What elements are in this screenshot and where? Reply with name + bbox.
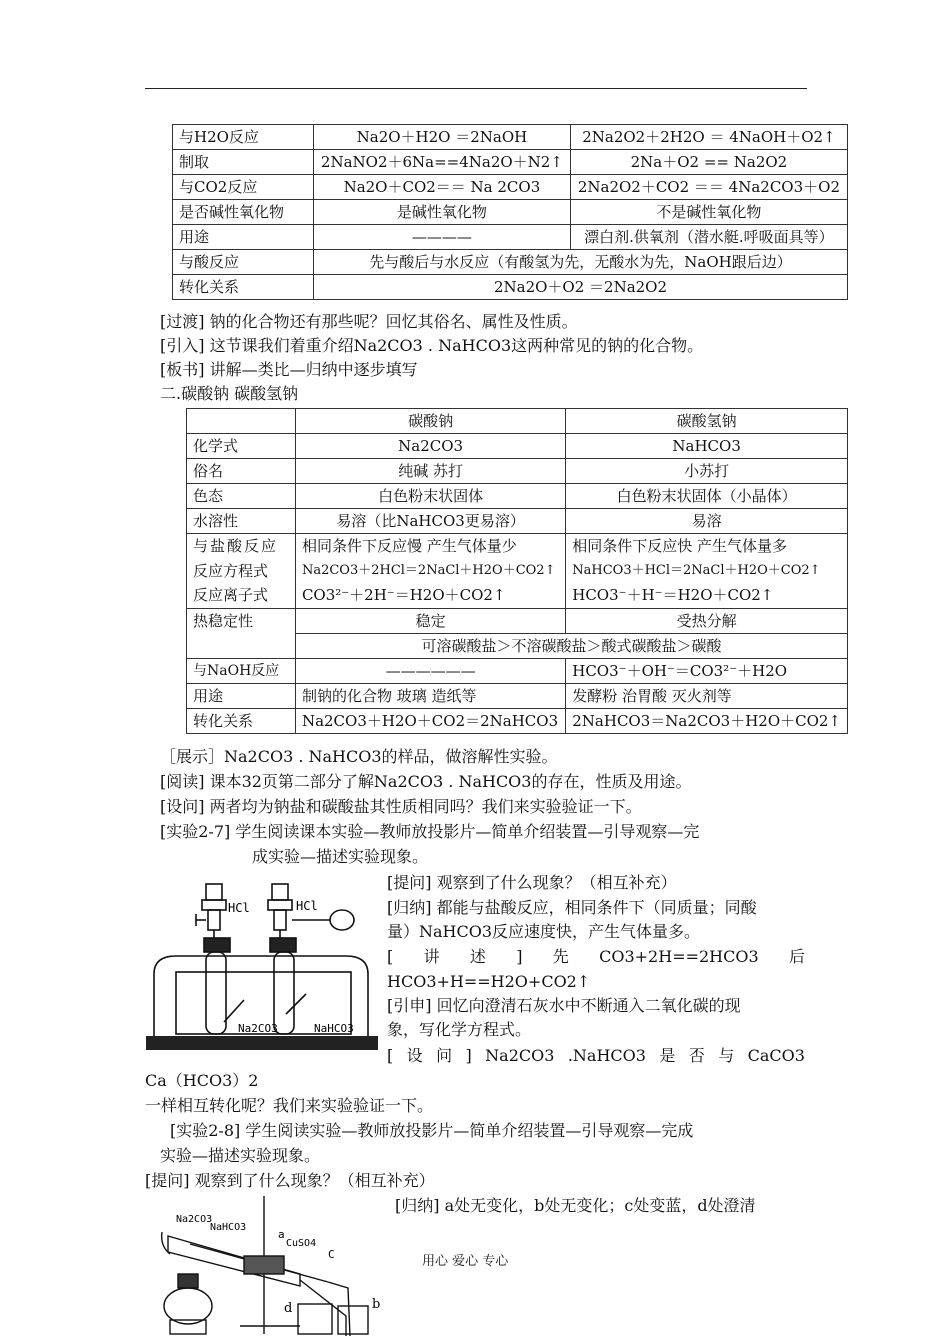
label-a: a	[278, 1228, 285, 1241]
text-show: ［展示］Na2CO3 . NaHCO3的样品，做溶解性实验。	[160, 747, 558, 766]
table-row	[187, 509, 848, 534]
text-exp28-cont: 实验—描述实验现象。	[160, 1146, 321, 1165]
row-label: 色态	[187, 484, 296, 509]
figure-heating-apparatus	[150, 1196, 390, 1336]
text-ask2	[387, 1045, 805, 1067]
table-row	[187, 409, 848, 434]
text-read: [阅读] 课本32页第二部分了解Na2CO3 . NaHCO3的存在，性质及用途。	[160, 772, 692, 791]
text-exp27: [实验2-7] 学生阅读课本实验—教师放投影片—简单介绍装置—引导观察—完	[160, 822, 700, 841]
word: CO3+2H==2HCO3	[599, 947, 759, 966]
label-na2co3: Na2CO3	[238, 1022, 278, 1035]
word: CaCO3	[747, 1046, 805, 1065]
word: 问	[436, 1046, 453, 1065]
cell-line: CO3²⁻＋2H⁻＝H2O＋CO2↑	[301, 586, 506, 604]
cell-convert: 2Na2O＋O2 ＝2Na2O2	[314, 275, 848, 300]
cell-line: HCO3⁻＋H⁻＝H2O＋CO2↑	[572, 586, 774, 604]
cell-line: 相同条件下反应快 产生气体量多	[572, 537, 788, 555]
row-label: 用途	[187, 683, 296, 708]
row-label: 俗名	[187, 459, 296, 484]
label-line: 反应离子式	[193, 586, 269, 604]
cell-na2o2: 漂白剂.供氧剂（潜水艇.呼吸面具等）	[570, 225, 847, 250]
cell-nahco3: 2NaHCO3＝Na2CO3＋H2O＋CO2↑	[566, 708, 848, 733]
table-row	[187, 434, 848, 459]
word: [	[387, 1046, 394, 1065]
word: 后	[788, 947, 805, 966]
cell-na2co3: 易溶（比NaHCO3更易溶）	[295, 509, 565, 534]
table-row	[173, 175, 848, 200]
text-sum1: [归纳] 都能与盐酸反应，相同条件下（同质量；同酸	[387, 898, 757, 917]
text-lecture-cont: HCO3+H==H2O+CO2↑	[387, 972, 591, 991]
row-label: 与酸反应	[173, 250, 314, 275]
word: 述	[469, 947, 486, 966]
cell-na2o: Na2O＋H2O ＝2NaOH	[314, 125, 571, 150]
word: Na2CO3	[485, 1046, 555, 1065]
table-row	[173, 275, 848, 300]
word: ]	[465, 1046, 472, 1065]
row-label: 化学式	[187, 434, 296, 459]
label-cuso4: CuSO4	[286, 1238, 317, 1249]
word: .NaHCO3	[567, 1046, 646, 1065]
word: ]	[516, 947, 523, 966]
cell-line: 相同条件下反应慢 产生气体量少	[301, 537, 517, 555]
cell-nahco3: 白色粉末状固体（小晶体）	[566, 484, 848, 509]
text-board: [板书] 讲解—类比—归纳中逐步填写	[160, 360, 418, 379]
cell-nahco3: 小苏打	[566, 459, 848, 484]
label-na2co3: Na2CO3	[176, 1214, 213, 1225]
table-row	[187, 683, 848, 708]
cell-na2o: Na2O＋CO2＝＝ Na 2CO3	[314, 175, 571, 200]
base-plate	[146, 1036, 378, 1050]
cell-na2co3: Na2CO3	[295, 434, 565, 459]
text-extend: [引申] 回忆向澄清石灰水中不断通入二氧化碳的现	[387, 996, 741, 1015]
label-line: 与盐酸反应	[193, 537, 279, 555]
header-rule	[145, 88, 807, 89]
row-label: 与NaOH反应	[187, 658, 296, 683]
header-nahco3: 碳酸氢钠	[566, 409, 848, 434]
text-q2: [提问] 观察到了什么现象？（相互补充）	[145, 1171, 435, 1190]
section-title: 二.碳酸钠 碳酸氢钠	[160, 384, 299, 403]
word: 否	[688, 1046, 705, 1065]
row-label: 转化关系	[173, 275, 314, 300]
table-row	[173, 250, 848, 275]
cell-na2co3: 制钠的化合物 玻璃 造纸等	[295, 683, 565, 708]
label-nahco3: NaHCO3	[314, 1022, 354, 1035]
cell-na2co3-acid	[295, 534, 565, 609]
cell-nahco3-acid	[566, 534, 848, 609]
word: 讲	[423, 947, 440, 966]
row-label: 热稳定性	[187, 608, 296, 658]
text-sum1-cont: 量）NaHCO3反应速度快，产生气体量多。	[387, 922, 701, 941]
text-intro: [引入] 这节课我们着重介绍Na2CO3 . NaHCO3这两种常见的钠的化合物。	[160, 336, 704, 355]
row-label: 与H2O反应	[173, 125, 314, 150]
row-label-acid	[187, 534, 296, 609]
text-extend-cont: 象，写化学方程式。	[387, 1020, 532, 1039]
cell-nahco3: 受热分解	[566, 608, 848, 633]
cell-nahco3: 发酵粉 治胃酸 灭火剂等	[566, 683, 848, 708]
cell-nahco3: NaHCO3	[566, 434, 848, 459]
table-row	[173, 225, 848, 250]
table-row	[173, 125, 848, 150]
word: [	[387, 947, 394, 966]
label-hcl-left: HCl	[228, 901, 250, 915]
text-q1: [提问] 观察到了什么现象？（相互补充）	[387, 873, 677, 892]
cell-na2o2: 2Na2O2＋CO2 ＝＝ 4Na2CO3＋O2	[570, 175, 847, 200]
cell-nahco3: 易溶	[566, 509, 848, 534]
row-label: 是否碱性氧化物	[173, 200, 314, 225]
table-row	[187, 708, 848, 733]
text-exp28: [实验2-8] 学生阅读实验—教师放投影片—简单介绍装置—引导观察—完成	[170, 1121, 694, 1140]
label-hcl-right: HCl	[296, 899, 318, 913]
label-b: b	[372, 1297, 381, 1312]
text-lecture	[387, 946, 805, 968]
label-d: d	[284, 1301, 293, 1316]
cell-heat-rule: 可溶碳酸盐＞不溶碳酸盐＞酸式碳酸盐＞碳酸	[295, 633, 847, 658]
label-c: C	[328, 1248, 335, 1261]
table-row	[187, 608, 848, 633]
table-row	[187, 459, 848, 484]
row-label: 转化关系	[187, 708, 296, 733]
table-row	[173, 200, 848, 225]
cell-line: NaHCO3＋HCl＝2NaCl＋H2O＋CO2↑	[572, 562, 821, 578]
text-sum2: [归纳] a处无变化，b处无变化；c处变蓝，d处澄清	[395, 1196, 756, 1215]
cell-na2o2: 2Na2O2＋2H2O ＝ 4NaOH＋O2↑	[570, 125, 847, 150]
text-ask2-cont: 一样相互转化呢？我们来实验验证一下。	[145, 1096, 434, 1115]
text-exp27-cont: 成实验—描述实验现象。	[252, 847, 429, 866]
footer-motto: 用心 爱心 专心	[422, 1254, 509, 1269]
header-blank	[187, 409, 296, 434]
table-row	[187, 484, 848, 509]
cell-nahco3: HCO3⁻＋OH⁻＝CO3²⁻＋H2O	[566, 658, 848, 683]
text-transition: [过渡] 钠的化合物还有那些呢？回忆其俗名、属性及性质。	[160, 312, 578, 331]
cell-na2o2: 2Na＋O2 == Na2O2	[570, 150, 847, 175]
table-sodium-oxides	[172, 124, 848, 300]
label-line: 反应方程式	[193, 561, 269, 580]
cell-na2co3: 稳定	[295, 608, 565, 633]
row-label: 用途	[173, 225, 314, 250]
row-label: 与CO2反应	[173, 175, 314, 200]
cell-line: Na2CO3＋2HCl＝2NaCl＋H2O＋CO2↑	[301, 562, 556, 578]
cell-na2o2: 不是碱性氧化物	[570, 200, 847, 225]
word: 设	[406, 1046, 423, 1065]
cell-na2co3: Na2CO3＋H2O＋CO2＝2NaHCO3	[295, 708, 565, 733]
text-ask: [设问] 两者均为钠盐和碳酸盐其性质相同吗？我们来实验验证一下。	[160, 797, 642, 816]
word: 先	[552, 947, 569, 966]
table-carbonates	[186, 408, 848, 734]
cell-na2co3: 白色粉末状固体	[295, 484, 565, 509]
cell-na2o: 2NaNO2＋6Na==4Na2O＋N2↑	[314, 150, 571, 175]
cell-na2o: ————	[314, 225, 571, 250]
row-label: 制取	[173, 150, 314, 175]
label-nahco3: NaHCO3	[210, 1222, 247, 1233]
word: 与	[718, 1046, 735, 1065]
table-row	[173, 150, 848, 175]
row-label: 水溶性	[187, 509, 296, 534]
table-row	[187, 658, 848, 683]
table-row	[187, 534, 848, 609]
word: 是	[659, 1046, 676, 1065]
header-na2co3: 碳酸钠	[295, 409, 565, 434]
text-ask2-formula: Ca（HCO3）2	[145, 1071, 259, 1090]
figure-hcl-apparatus	[146, 874, 378, 1054]
cell-na2co3: 纯碱 苏打	[295, 459, 565, 484]
cell-acid: 先与酸后与水反应（有酸氢为先，无酸水为先，NaOH跟后边）	[314, 250, 848, 275]
cell-na2co3: ——————	[295, 658, 565, 683]
cell-na2o: 是碱性氧化物	[314, 200, 571, 225]
